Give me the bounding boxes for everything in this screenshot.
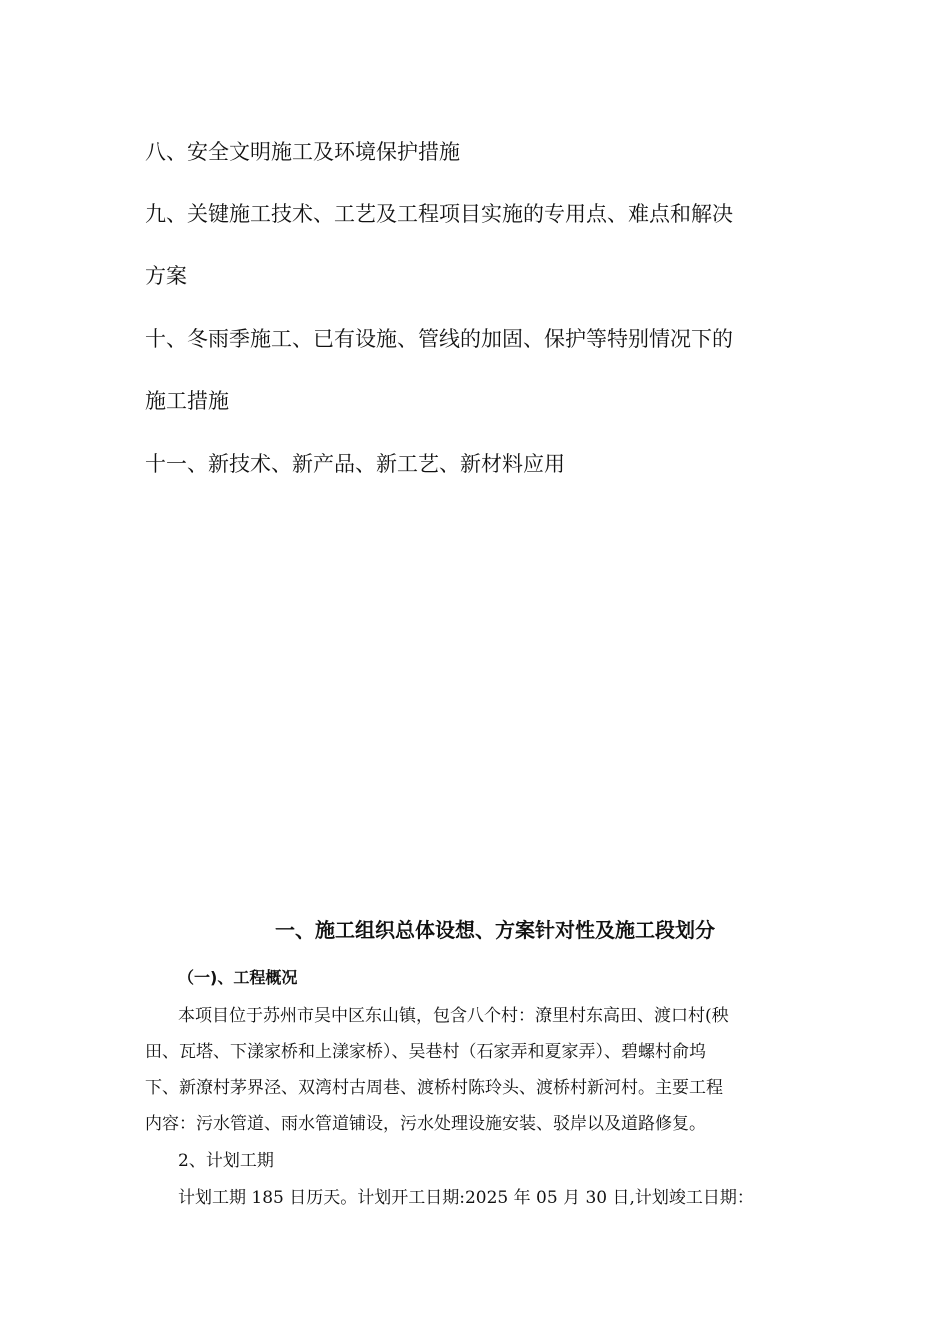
toc-item-11: 十一、新技术、新产品、新工艺、新材料应用 bbox=[145, 452, 565, 476]
section-title: 一、施工组织总体设想、方案针对性及施工段划分 bbox=[275, 918, 715, 942]
toc-item-9-line-1: 九、关键施工技术、工艺及工程项目实施的专用点、难点和解决 bbox=[145, 202, 733, 226]
schedule-paragraph: 计划工期 185 日历天。计划开工日期:2025 年 05 月 30 日,计划竣工日期： bbox=[178, 1188, 754, 1208]
paragraph-line: 内容：污水管道、雨水管道铺设，污水处理设施安装、驳岸以及道路修复。 bbox=[145, 1114, 706, 1134]
paragraph-line: 田、瓦塔、下漾家桥和上漾家桥）、吴巷村（石家弄和夏家弄）、碧螺村俞坞 bbox=[145, 1042, 706, 1062]
toc-item-9-line-2: 方案 bbox=[145, 264, 187, 288]
toc-item-8: 八、安全文明施工及环境保护措施 bbox=[145, 140, 460, 164]
toc-item-10-line-1: 十、冬雨季施工、已有设施、管线的加固、保护等特别情况下的 bbox=[145, 327, 733, 351]
toc-item-10-line-2: 施工措施 bbox=[145, 389, 229, 413]
paragraph-line: 本项目位于苏州市吴中区东山镇，包含八个村：潦里村东高田、渡口村(秧 bbox=[178, 1006, 729, 1026]
paragraph-line: 下、新潦村茅界泾、双湾村古周巷、渡桥村陈玲头、渡桥村新河村。主要工程 bbox=[145, 1078, 723, 1098]
subsection-title: （一)、工程概况 bbox=[178, 968, 298, 987]
schedule-heading: 2、计划工期 bbox=[178, 1151, 274, 1171]
